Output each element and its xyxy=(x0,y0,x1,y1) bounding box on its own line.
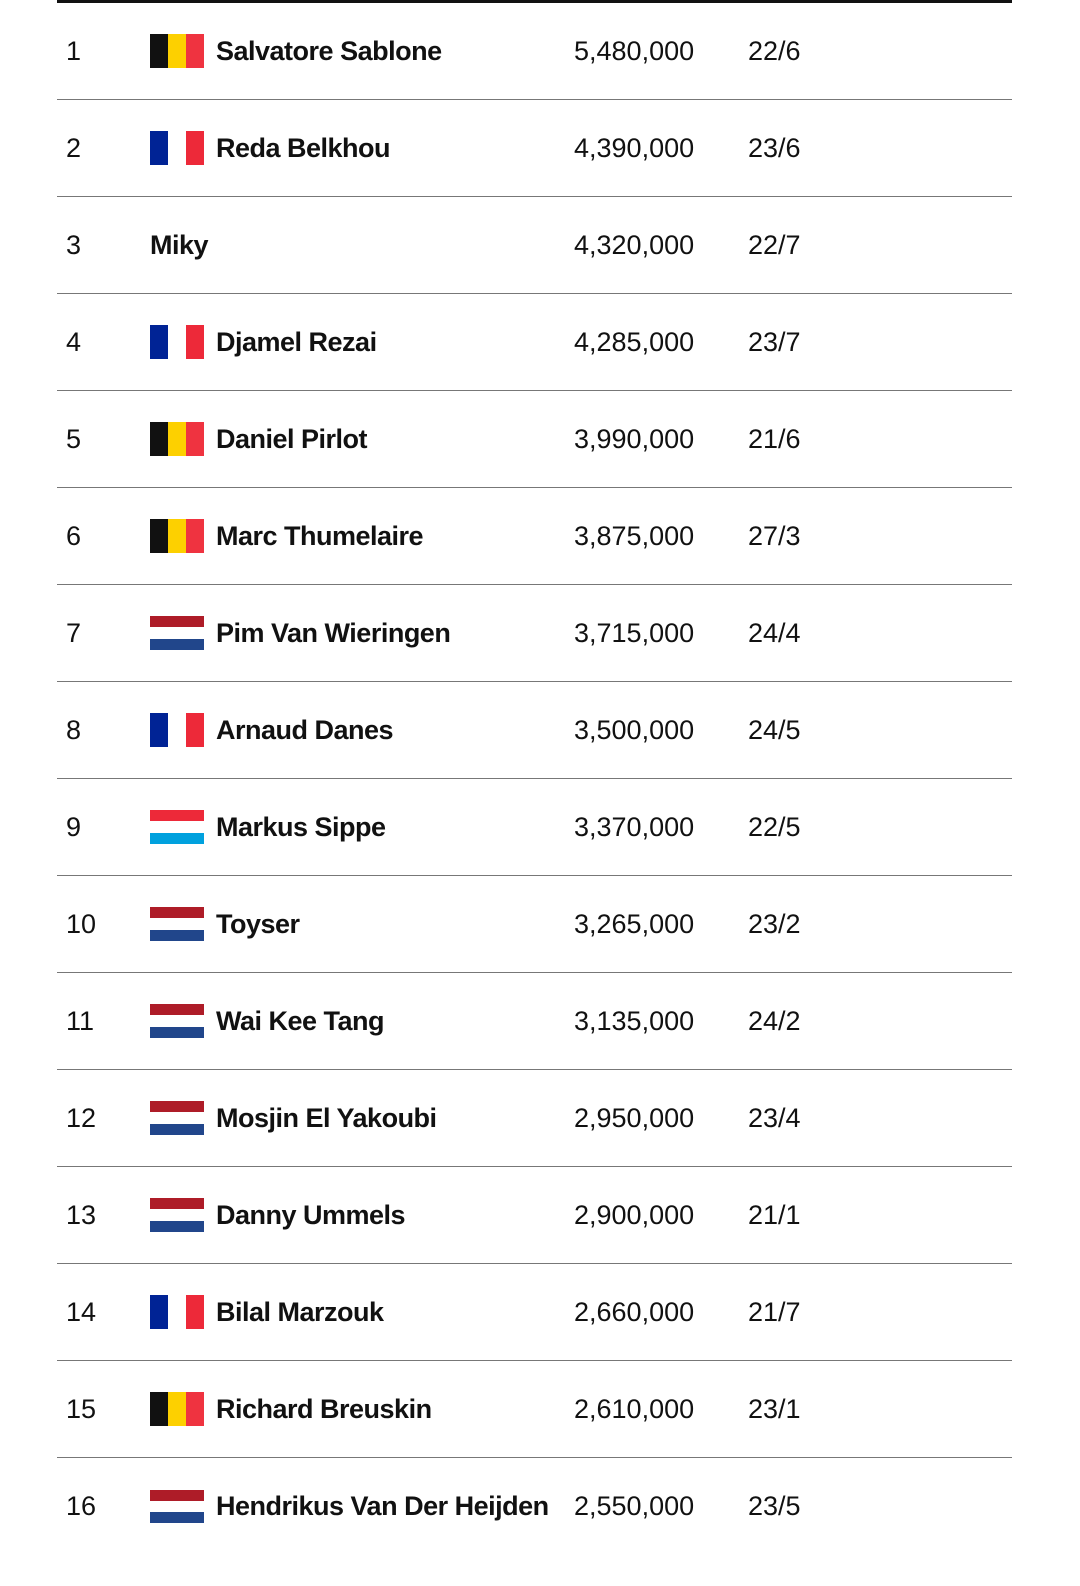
player-cell xyxy=(150,488,423,584)
table-row xyxy=(57,391,1012,488)
rank-cell: 14 xyxy=(66,1296,97,1327)
player-name: Bilal Marzouk xyxy=(216,1296,384,1327)
date-cell: 23/6 xyxy=(748,132,801,163)
date-cell: 24/2 xyxy=(748,1005,801,1036)
leaderboard-table xyxy=(57,0,1012,1555)
player-cell xyxy=(150,876,300,972)
date-cell: 23/5 xyxy=(748,1491,801,1521)
player-name: Reda Belkhou xyxy=(216,132,391,163)
player-cell xyxy=(150,3,442,99)
winnings-cell: 4,390,000 xyxy=(574,132,695,163)
table-row xyxy=(57,585,1012,682)
fr-flag-icon xyxy=(150,325,204,359)
player-cell xyxy=(150,100,390,196)
rank-cell: 2 xyxy=(66,132,82,163)
table-row xyxy=(57,488,1012,585)
rank-cell: 1 xyxy=(66,35,82,66)
date-cell: 23/1 xyxy=(748,1393,801,1424)
rank-cell: 12 xyxy=(66,1102,97,1133)
rank-cell: 11 xyxy=(66,1005,95,1036)
winnings-cell: 3,370,000 xyxy=(574,811,695,842)
table-row xyxy=(57,1361,1012,1458)
winnings-cell: 3,265,000 xyxy=(574,908,695,939)
date-cell: 24/4 xyxy=(748,617,801,648)
nl-flag-icon xyxy=(150,616,204,650)
player-cell xyxy=(150,294,377,390)
table-row xyxy=(57,1167,1012,1264)
table-body xyxy=(57,3,1012,1555)
rank-cell: 10 xyxy=(66,908,97,939)
table-row xyxy=(57,1070,1012,1167)
table-row xyxy=(57,294,1012,391)
rank-cell: 16 xyxy=(66,1491,97,1521)
winnings-cell: 2,900,000 xyxy=(574,1199,695,1230)
rank-cell: 5 xyxy=(66,423,82,454)
player-name: Mosjin El Yakoubi xyxy=(216,1102,437,1133)
rank-cell: 15 xyxy=(66,1393,97,1424)
player-cell xyxy=(150,1167,405,1263)
rank-cell: 8 xyxy=(66,714,82,745)
winnings-cell: 3,135,000 xyxy=(574,1005,695,1036)
nl-flag-icon xyxy=(150,1004,204,1038)
be-flag-icon xyxy=(150,422,204,456)
winnings-cell: 3,875,000 xyxy=(574,520,695,551)
be-flag-icon xyxy=(150,34,204,68)
player-name: Arnaud Danes xyxy=(216,714,394,745)
winnings-cell: 2,610,000 xyxy=(574,1393,695,1424)
fr-flag-icon xyxy=(150,1295,204,1329)
nl-flag-icon xyxy=(150,1490,204,1524)
date-cell: 21/6 xyxy=(748,423,801,454)
nl-flag-icon xyxy=(150,907,204,941)
table-row xyxy=(57,100,1012,197)
player-name: Daniel Pirlot xyxy=(216,423,368,454)
winnings-cell: 4,285,000 xyxy=(574,326,695,357)
date-cell: 23/4 xyxy=(748,1102,801,1133)
winnings-cell: 5,480,000 xyxy=(574,35,695,66)
rank-cell: 3 xyxy=(66,229,82,260)
player-cell xyxy=(150,197,208,293)
player-cell xyxy=(150,779,386,875)
winnings-cell: 2,660,000 xyxy=(574,1296,695,1327)
winnings-cell: 3,715,000 xyxy=(574,617,695,648)
player-name: Miky xyxy=(150,229,209,260)
nl-flag-icon xyxy=(150,1101,204,1135)
date-cell: 22/7 xyxy=(748,229,801,260)
be-flag-icon xyxy=(150,1392,204,1426)
player-cell xyxy=(150,391,367,487)
table-row xyxy=(57,779,1012,876)
table-row xyxy=(57,973,1012,1070)
nl-flag-icon xyxy=(150,1198,204,1232)
date-cell: 22/6 xyxy=(748,35,801,66)
player-name: Toyser xyxy=(216,908,300,939)
winnings-cell: 2,550,000 xyxy=(574,1491,695,1521)
player-name: Richard Breuskin xyxy=(216,1393,432,1424)
player-name: Pim Van Wieringen xyxy=(216,617,451,648)
rank-cell: 13 xyxy=(66,1199,97,1230)
lu-flag-icon xyxy=(150,810,204,844)
player-cell xyxy=(150,973,384,1069)
table-row xyxy=(57,3,1012,100)
table-row xyxy=(57,876,1012,973)
date-cell: 24/5 xyxy=(748,714,801,745)
fr-flag-icon xyxy=(150,713,204,747)
player-name: Danny Ummels xyxy=(216,1199,406,1230)
date-cell: 27/3 xyxy=(748,520,801,551)
table-row xyxy=(57,1264,1012,1361)
player-cell xyxy=(150,585,450,681)
player-name: Salvatore Sablone xyxy=(216,35,442,66)
table-row xyxy=(57,197,1012,294)
player-name: Marc Thumelaire xyxy=(216,520,424,551)
date-cell: 21/1 xyxy=(748,1199,801,1230)
player-cell xyxy=(150,1264,384,1360)
rank-cell: 4 xyxy=(66,326,82,357)
player-cell xyxy=(150,1458,549,1555)
fr-flag-icon xyxy=(150,131,204,165)
date-cell: 21/7 xyxy=(748,1296,801,1327)
winnings-cell: 3,990,000 xyxy=(574,423,695,454)
table-row xyxy=(57,1458,1012,1555)
winnings-cell: 3,500,000 xyxy=(574,714,695,745)
rank-cell: 9 xyxy=(66,811,82,842)
player-cell xyxy=(150,1361,432,1457)
player-cell xyxy=(150,1070,437,1166)
player-name: Djamel Rezai xyxy=(216,326,377,357)
table-row xyxy=(57,682,1012,779)
player-cell xyxy=(150,682,393,778)
date-cell: 23/7 xyxy=(748,326,801,357)
be-flag-icon xyxy=(150,519,204,553)
rank-cell: 6 xyxy=(66,520,82,551)
player-name: Wai Kee Tang xyxy=(216,1005,385,1036)
winnings-cell: 4,320,000 xyxy=(574,229,695,260)
winnings-cell: 2,950,000 xyxy=(574,1102,695,1133)
player-name: Markus Sippe xyxy=(216,811,386,842)
rank-cell: 7 xyxy=(66,617,82,648)
date-cell: 23/2 xyxy=(748,908,801,939)
player-name: Hendrikus Van Der Heijden xyxy=(216,1491,549,1521)
date-cell: 22/5 xyxy=(748,811,801,842)
